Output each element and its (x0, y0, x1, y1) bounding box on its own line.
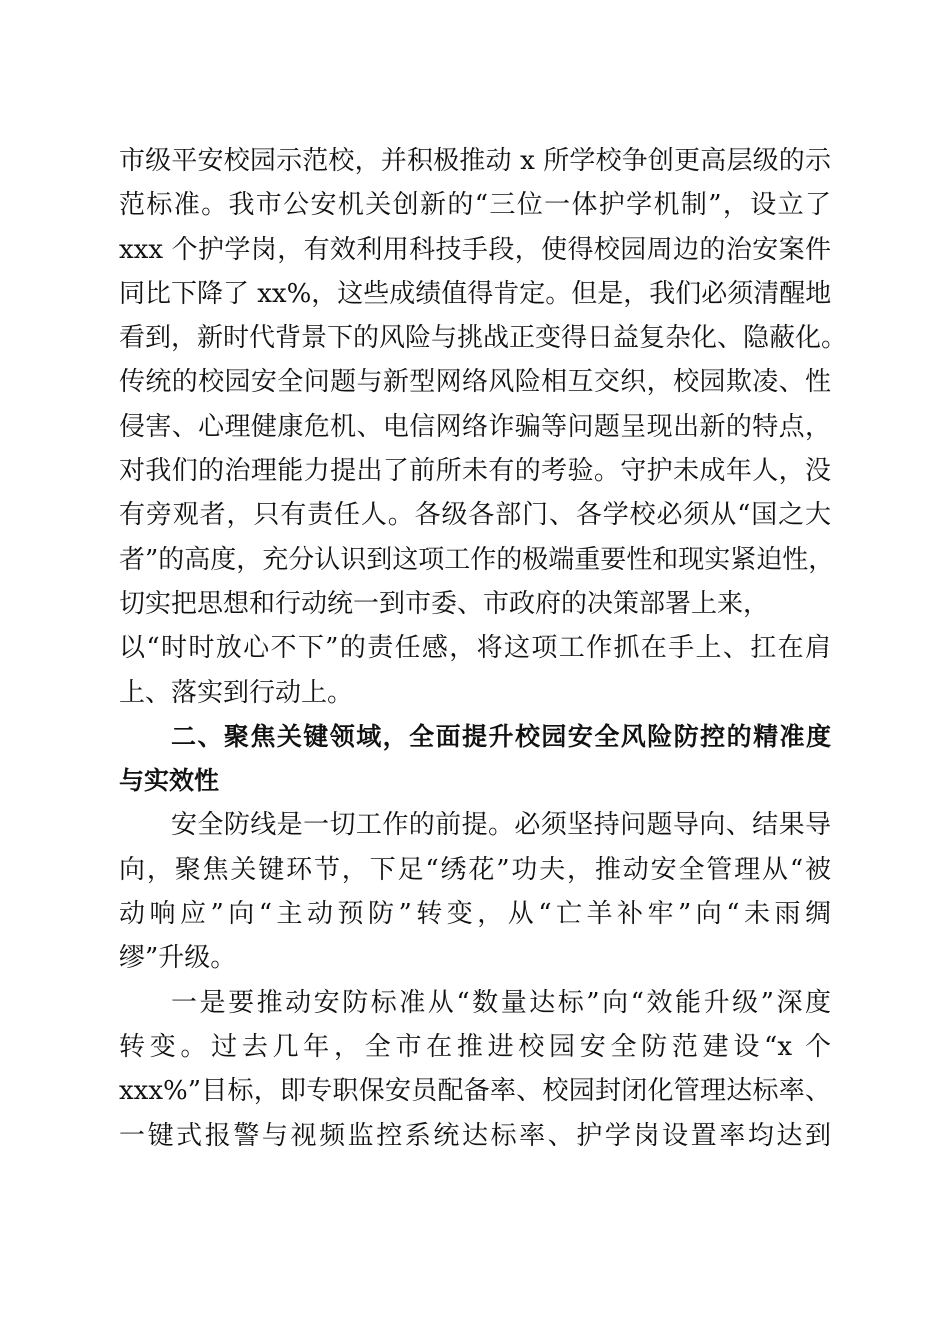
body-text-line: 切实把思想和行动统一到市委、市政府的决策部署上来， (119, 588, 770, 619)
body-text-line: 有旁观者，只有责任人。各级各部门、各学校必须从“国之大 (119, 500, 831, 531)
body-text-line: xxx%”目标，即专职保安员配备率、校园封闭化管理达标率、 (119, 1076, 831, 1107)
body-text-line: 看到，新时代背景下的风险与挑战正变得日益复杂化、隐蔽化。 (119, 323, 848, 354)
section-heading-line: 二、聚焦关键领域，全面提升校园安全风险防控的精准度 (171, 721, 831, 751)
body-text-line: 一是要推动安防标准从“数量达标”向“效能升级”深度 (171, 987, 831, 1018)
body-text-line: 同比下降了 xx%，这些成绩值得肯定。但是，我们必须清醒地 (119, 278, 832, 309)
body-text-line: 缪”升级。 (119, 943, 237, 974)
body-text-line: 向，聚焦关键环节，下足“绣花”功夫，推动安全管理从“被 (119, 854, 831, 885)
body-text-line: 对我们的治理能力提出了前所未有的考验。守护未成年人，没 (119, 456, 831, 487)
body-text-line: 侵害、心理健康危机、电信网络诈骗等问题呈现出新的特点， (119, 411, 831, 442)
body-text-line: xxx 个护学岗，有效利用科技手段，使得校园周边的治安案件 (119, 234, 831, 265)
body-text-line: 转变。过去几年，全市在推进校园安全防范建设“x 个 (119, 1031, 831, 1062)
body-text-line: 者”的高度，充分认识到这项工作的极端重要性和现实紧迫性， (119, 544, 835, 575)
body-text-line: 传统的校园安全问题与新型网络风险相互交织，校园欺凌、性 (119, 367, 831, 398)
document-body (119, 139, 848, 1158)
body-text-line: 范标准。我市公安机关创新的“三位一体护学机制”，设立了 (119, 190, 831, 221)
body-text-line: 以“时时放心不下”的责任感，将这项工作抓在手上、扛在肩 (119, 633, 831, 664)
section-heading-line: 与实效性 (119, 766, 220, 796)
body-text-line: 一键式报警与视频监控系统达标率、护学岗设置率均达到 (119, 1120, 831, 1151)
body-text-line: 上、落实到行动上。 (119, 677, 354, 708)
body-text-line: 市级平安校园示范校，并积极推动 x 所学校争创更高层级的示 (119, 146, 831, 176)
body-text-line: 安全防线是一切工作的前提。必须坚持问题导向、结果导 (171, 810, 831, 841)
body-text-line: 动响应”向“主动预防”转变，从“亡羊补牢”向“未雨绸 (119, 899, 831, 930)
